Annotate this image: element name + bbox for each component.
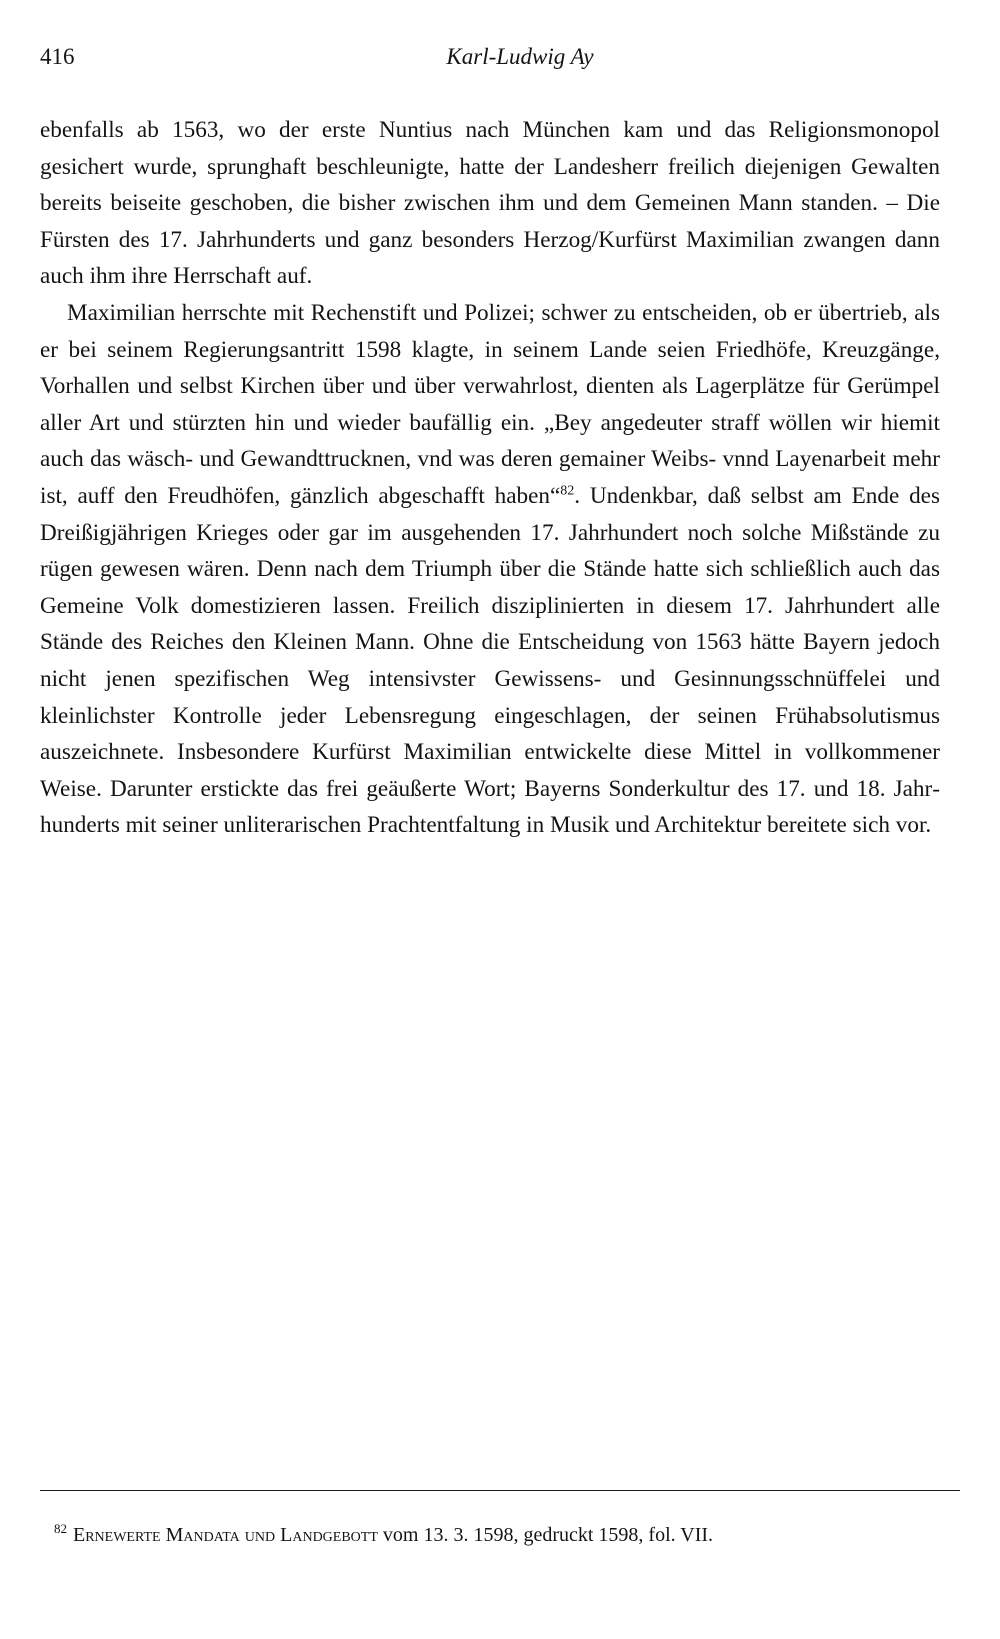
paragraph-2: [40, 295, 940, 844]
footnote-divider: [40, 1490, 960, 1491]
footnote-number: 82: [54, 1521, 67, 1537]
footnote-source-title: Ernewerte Mandata und Landgebott: [73, 1524, 378, 1546]
page-header: [40, 44, 960, 80]
footnote-reference: 82: [560, 483, 575, 499]
paragraph-2-part-2: . Undenkbar, daß selbst am Ende des Dreißigjährigen Krieges oder gar im ausgehenden 17. Jahrhundert noch solche Mißstände zu rügen gewesen wären. Denn nach dem Triumph über die Stände hatte sich schließlich auch das Gemeine Volk domestizieren lassen. Freilich disziplinierten in diesem 17. Jahrhundert alle Stände des Reiches den Kleinen Mann. Ohne die Entscheidung von 1563 hätte Bayern jedoch nicht jenen spezifischen Weg intensivster Gewissens- und Gesinnungsschnüffelei und kleinlichster Kontrolle jeder Lebensregung eingeschlagen, der seinen Frühabsolutismus auszeichnete. Insbesondere Kurfürst Maximilian entwickelte diese Mittel in vollkommener Weise. Darunter erstickte das frei geäußerte Wort; Bayerns Sonderkultur des 17. und 18. Jahrhunderts mit seiner unliterarischen Prachtentfaltung in Musik und Architektur bereitete sich vor.: [40, 482, 940, 839]
paragraph-1: ebenfalls ab 1563, wo der erste Nuntius nach München kam und das Religionsmonopol gesichert wurde, sprunghaft beschleunigte, hatte der Landesherr freilich diejenigen Gewalten bereits beiseite geschoben, die bisher zwischen ihm und dem Gemeinen Mann standen. – Die Fürsten des 17. Jahrhunderts und ganz besonders Herzog/Kurfürst Maximilian zwangen dann auch ihm ihre Herrschaft auf.: [40, 117, 940, 290]
main-text: [40, 112, 940, 844]
page-number: 416: [40, 44, 75, 69]
footnote-text: vom 13. 3. 1598, gedruckt 1598, fol. VII.: [377, 1524, 714, 1546]
footnote: [54, 1521, 954, 1549]
paragraph-2-part-1: Maximilian herrschte mit Rechenstift und Polizei; schwer zu entscheiden, ob er übertrieb, als er bei seinem Regierungsantritt 1598 klagte, in seinem Lande seien Friedhöfe, Kreuzgänge, Vorhallen und selbst Kirchen über und über verwahrlost, dienten als Lagerplätze für Gerümpel aller Art und stürzten hin und wieder baufällig ein. „Bey angedeuter straff wöllen wir hiemit auch das wäsch- und Gewandttrucknen, vnd was deren gemainer Weibs- vnnd Layenarbeit mehr ist, auff den Freudhöfen, gänzlich abgeschafft haben“: [40, 299, 940, 509]
running-head: Karl-Ludwig Ay: [446, 44, 594, 69]
